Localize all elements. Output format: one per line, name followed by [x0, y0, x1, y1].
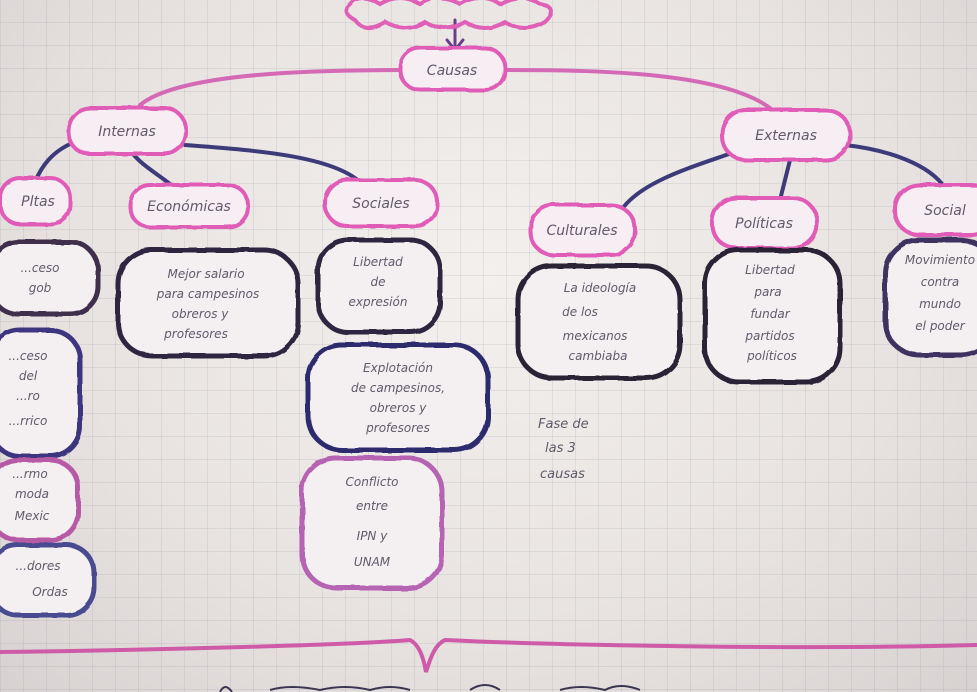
svg-text:el poder: el poder	[915, 319, 965, 333]
svg-text:Mexic: Mexic	[14, 509, 50, 523]
svg-text:Ordas: Ordas	[32, 585, 68, 599]
svg-text:...ro: ...ro	[16, 389, 40, 403]
svg-text:mundo: mundo	[919, 297, 961, 311]
svg-text:partidos: partidos	[745, 329, 795, 343]
svg-text:La ideología: La ideología	[563, 281, 637, 295]
svg-text:...ceso: ...ceso	[20, 261, 60, 275]
svg-text:entre: entre	[355, 499, 389, 513]
label-politicas-left: Pltas	[21, 194, 55, 210]
top-cloud	[346, 0, 551, 28]
label-externas: Externas	[755, 128, 817, 144]
svg-text:obreros y: obreros y	[171, 307, 229, 321]
svg-text:profesores: profesores	[366, 421, 430, 435]
left-box-1	[0, 242, 98, 314]
left-box-3-text	[12, 467, 49, 523]
svg-text:Explotación: Explotación	[363, 361, 433, 375]
svg-text:gob: gob	[28, 281, 52, 295]
label-economicas: Económicas	[147, 199, 231, 215]
svg-text:profesores: profesores	[164, 327, 228, 341]
svg-text:UNAM: UNAM	[353, 555, 391, 569]
note-text	[538, 417, 589, 482]
svg-text:las 3: las 3	[545, 441, 576, 456]
svg-text:del: del	[18, 369, 38, 383]
left-box-4	[0, 545, 94, 615]
svg-text:mexicanos: mexicanos	[562, 329, 628, 343]
svg-text:para campesinos: para campesinos	[156, 287, 260, 301]
label-politicas-right: Políticas	[735, 216, 793, 232]
svg-text:de campesinos,: de campesinos,	[350, 381, 446, 395]
svg-text:...rmo: ...rmo	[12, 467, 48, 481]
svg-text:...dores: ...dores	[15, 559, 61, 573]
label-culturales: Culturales	[546, 223, 618, 239]
svg-text:obreros y: obreros y	[369, 401, 427, 415]
svg-text:moda: moda	[14, 487, 50, 501]
svg-text:Libertad: Libertad	[353, 255, 403, 269]
svg-text:Conflicto: Conflicto	[345, 475, 399, 489]
svg-text:cambiaba: cambiaba	[568, 349, 628, 363]
bottom-handwriting	[220, 685, 640, 692]
label-social-right: Social	[924, 203, 966, 219]
svg-text:Libertad: Libertad	[745, 263, 795, 277]
label-causas: Causas	[426, 63, 478, 79]
label-sociales-left: Sociales	[352, 196, 410, 212]
svg-text:expresión: expresión	[348, 295, 408, 309]
svg-text:de los: de los	[562, 305, 598, 319]
svg-text:para: para	[754, 285, 782, 299]
svg-text:fundar: fundar	[750, 307, 790, 321]
svg-text:Fase de: Fase de	[538, 417, 589, 432]
svg-text:IPN y: IPN y	[356, 529, 388, 543]
svg-text:de: de	[370, 275, 386, 289]
svg-text:contra: contra	[920, 275, 960, 289]
svg-text:políticos: políticos	[747, 349, 797, 363]
svg-text:causas: causas	[540, 467, 585, 482]
svg-text:Mejor salario: Mejor salario	[167, 267, 245, 281]
label-internas: Internas	[98, 124, 156, 140]
svg-text:...ceso: ...ceso	[8, 349, 48, 363]
svg-text:...rrico: ...rrico	[8, 414, 48, 428]
svg-text:Movimiento: Movimiento	[904, 253, 976, 267]
